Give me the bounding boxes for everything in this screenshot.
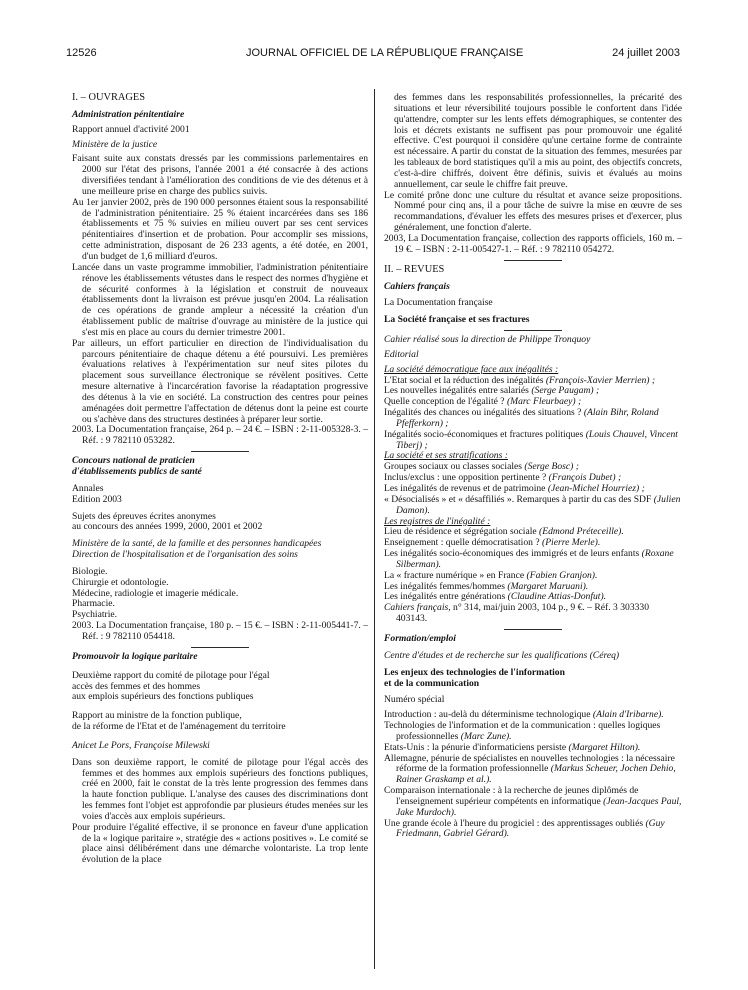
admin-paragraph: Par ailleurs, un effort particulier en direction de l'individualisation du parcours pénitentiaire de chaque détenu a été poursuivi. Les premières évaluations relatives à l'expérimentation sur neuf sites pilotes du placement sous surveillance électronique se révèlent positives. Cette mesure alternative à l'incarcération favorise la réadaptation progressive des détenus à la vie en société. La construction des centres pour peines aménagées doit permettre l'affectation de détenus dont la peine est courte ou s'achève dans des structures destinées à préparer leur sortie. bbox=[72, 337, 368, 425]
paritaire-subtitle: accès des femmes et des hommes bbox=[72, 680, 201, 692]
concours-item: Pharmacie. bbox=[72, 598, 115, 610]
paritaire-continuation: des femmes dans les responsabilités professionnelles, la précarité des situations et leur réversibilité toujours possible le confortent dans l'idée qu'attendre, compter sur les lents effets démographiques, se contenter des lois et décrets existants ne suffisent pas pour promouvoir une égalité effective. C'est pourquoi il considère qu'une certaine forme de contrainte est nécessaire. A partir du constat de la situation des femmes, mesurées par les tableaux de bord statistiques qu'il a mis au point, des objectifs concrets, c'est-à-dire chiffrés, doivent être définis, suivis et évalués au moins annuellement, car seule le chiffre fait preuve. bbox=[394, 92, 682, 190]
cahiers-entry bbox=[384, 408, 682, 430]
concours-title: d'établissements publics de santé bbox=[72, 466, 202, 477]
entry-author: (Louis Chauvel, Vincent Tiberj) ; bbox=[396, 428, 678, 451]
formation-entry bbox=[384, 786, 682, 819]
entry-title: Technologies de l'information et de la communication : quelles logiques professionnelles bbox=[384, 720, 661, 742]
cahiers-contents bbox=[384, 365, 682, 604]
paritaire-authors: Anicet Le Pors, Françoise Milewski bbox=[72, 739, 210, 751]
contents-subheading: Les registres de l'inégalité : bbox=[384, 515, 491, 527]
concours-item: Psychiatrie. bbox=[72, 609, 118, 621]
journal-title: JOURNAL OFFICIEL DE LA RÉPUBLIQUE FRANÇAISE bbox=[246, 47, 524, 59]
paritaire-subtitle: Deuxième rapport du comité de pilotage pour l'égal bbox=[72, 669, 270, 681]
entry-author: (Guy Friedmann, Gabriel Gérard). bbox=[396, 817, 665, 840]
entry-author: (Margaret Hilton). bbox=[568, 741, 641, 753]
entry-author: (Marc Zune). bbox=[460, 730, 512, 742]
issue-date: 24 juillet 2003 bbox=[612, 47, 680, 59]
entry-title: La « fracture numérique » en France bbox=[384, 569, 525, 581]
concours-item: Chirurgie et odontologie. bbox=[72, 576, 169, 588]
entry-title: Lieu de résidence et ségrégation sociale bbox=[384, 526, 537, 538]
cahiers-title: Cahiers français bbox=[384, 280, 450, 292]
entry-author: (Julien Damon). bbox=[396, 493, 681, 516]
cahiers-reference: Cahiers français, n° 314, mai/juin 2003, 104 p., 9 €. – Réf. 3 303330 403143. bbox=[384, 602, 650, 625]
formation-centre: Centre d'études et de recherche sur les qualifications (Céreq) bbox=[384, 649, 620, 661]
entry-title: Les inégalités socio-économiques des immigrés et de leurs enfants bbox=[384, 548, 640, 560]
concours-ministry: Ministère de la santé, de la famille et des personnes handicapées bbox=[72, 538, 322, 550]
cahiers-entry bbox=[384, 549, 682, 571]
column-divider bbox=[374, 89, 375, 969]
formation-entry bbox=[384, 721, 682, 743]
concours-subject: Sujets des épreuves écrites anonymes bbox=[72, 510, 216, 522]
paritaire-paragraph: Dans son deuxième rapport, le comité de pilotage pour l'égal accès des femmes et des hommes aux emplois supérieurs des fonctions publiques, créé en 2000, fait le constat de la très lente progression des femmes dans la haute fonction publique. L'analyse des causes des discriminations dont les femmes font l'objet est approfondie par plusieurs études menées sur les voies d'accès aux emplois supérieurs. bbox=[72, 756, 368, 822]
cahiers-editorial: Editorial bbox=[384, 348, 419, 360]
entry-title: Inclus/exclus : une opposition pertinente ? bbox=[384, 472, 547, 484]
section-heading-ouvrages: I. – OUVRAGES bbox=[72, 92, 146, 103]
entry-author: (François Dubet) ; bbox=[548, 472, 622, 484]
entry-title: Les inégalités de revenus et de patrimoine bbox=[384, 483, 546, 494]
entry-author: (Serge Paugam) ; bbox=[531, 385, 600, 397]
entry-author: (Marc Fleurbaey) ; bbox=[506, 396, 582, 408]
paritaire-subtitle: aux emplois supérieurs des fonctions publiques bbox=[72, 691, 254, 703]
admin-paragraph: Faisant suite aux constats dressés par les commissions parlementaires en 2000 sur l'état des prisons, l'année 2001 a été consacrée à des actions diversifiées tendant à l'amélioration des conditions de vie des détenus et à une meilleure prise en charge des publics suivis. bbox=[72, 153, 368, 197]
entry-author: (François-Xavier Merrien) ; bbox=[545, 374, 656, 386]
entry-author: (Claudine Attias-Donfut). bbox=[507, 591, 607, 603]
page-number: 12526 bbox=[66, 47, 97, 59]
entry-author: (Alain d'Iribarne). bbox=[592, 709, 664, 721]
formation-contents bbox=[384, 710, 682, 840]
entry-title: Inégalités socio-économiques et fractures politiques bbox=[384, 428, 584, 440]
concours-reference: 2003. La Documentation française, 180 p. – 15 €. – ISBN : 2-11-005441-7. – Réf. : 9 782110 054418. bbox=[72, 620, 368, 642]
separator-rule bbox=[504, 330, 562, 331]
paritaire-rapport: Rapport au ministre de la fonction publique, bbox=[72, 710, 242, 722]
formation-theme: et de la communication bbox=[384, 677, 480, 689]
left-column bbox=[72, 93, 368, 866]
concours-edition: Edition 2003 bbox=[72, 493, 122, 505]
right-column bbox=[384, 93, 682, 840]
separator-rule bbox=[191, 451, 249, 452]
admin-subtitle: Rapport annuel d'activité 2001 bbox=[72, 123, 190, 135]
concours-title: Concours national de praticien bbox=[72, 455, 195, 467]
paritaire-title: Promouvoir la logique paritaire bbox=[72, 650, 198, 662]
entry-author: (Fabien Granjon). bbox=[526, 569, 598, 581]
separator-rule bbox=[504, 260, 562, 261]
entry-title: Les inégalités entre générations bbox=[384, 591, 506, 603]
admin-paragraph: Lancée dans un vaste programme immobilier, l'administration pénitentiaire rénove les établissements vétustes dans le respect des normes d'hygiène et de sécurité conformes à la législation et construit de nouveaux établissements dont la livraison est prévue jusqu'en 2004. La réalisation de ces opérations de grande ampleur a nécessité la création d'un établissement public de maîtrise d'ouvrage au ministère de la justice qui s'est mis en place au cours du dernier trimestre 2001. bbox=[72, 261, 368, 338]
entry-title: Etats-Unis : la pénurie d'informaticiens persiste bbox=[384, 741, 567, 753]
cahiers-publisher: La Documentation française bbox=[384, 297, 493, 309]
entry-author: (Alain Bihr, Roland Pfefferkorn) ; bbox=[396, 407, 659, 429]
paritaire-rapport: de la réforme de l'Etat et de l'aménagement du territoire bbox=[72, 721, 286, 733]
concours-item: Médecine, radiologie et imagerie médicale. bbox=[72, 587, 239, 599]
contents-subheading: La société et ses stratifications : bbox=[384, 450, 508, 462]
page-header bbox=[0, 0, 748, 68]
entry-author: (Pierre Merle). bbox=[542, 537, 601, 549]
admin-title: Administration pénitentiaire bbox=[72, 108, 185, 120]
paritaire-paragraph: Pour produire l'égalité effective, il se prononce en faveur d'une application de la « logique paritaire », stratégie des « actions positives ». Le comité se place ainsi délibérément dans une démarche volontariste. La trop lente évolution de la place bbox=[72, 821, 368, 866]
section-heading-revues: II. – REVUES bbox=[384, 263, 445, 275]
entry-author: (Margaret Maruani). bbox=[507, 580, 589, 592]
admin-reference: 2003. La Documentation française, 264 p. – 24 €. – ISBN : 2-11-005328-3. – Réf. : 9 782110 053282. bbox=[72, 424, 368, 447]
entry-author: (Roxane Silberman). bbox=[396, 548, 674, 570]
paritaire-continuation: Le comité prône donc une culture du résultat et avance seize propositions. Nommé pour cinq ans, il a pour tâche de suivre la mise en œuvre de ses recommandations, d'évaluer les effets des mesures prises et d'exercer, plus généralement, une fonction d'alerte. bbox=[384, 189, 682, 234]
entry-title: L'Etat social et la réduction des inégalités bbox=[384, 374, 544, 386]
entry-title: Une grande école à l'heure du progiciel : des apprentissages oubliés bbox=[384, 817, 644, 829]
entry-title: Les inégalités femmes/hommes bbox=[384, 580, 505, 592]
cahiers-entry bbox=[384, 430, 682, 452]
entry-title: Quelle conception de l'égalité ? bbox=[384, 396, 505, 408]
formation-entry bbox=[384, 754, 682, 787]
entry-title: Inégalités des chances ou inégalités des situations ? bbox=[384, 407, 582, 419]
paritaire-reference: 2003, La Documentation française, collection des rapports officiels, 160 m. – 19 €. – ISBN : 2-11-005427-1. – Réf. : 9 782110 054272. bbox=[384, 232, 682, 255]
cahiers-entry bbox=[384, 495, 682, 517]
entry-author: (Markus Scheuer, Jochen Dehio, Rainer Graskamp et al.). bbox=[396, 763, 676, 786]
entry-title: Groupes sociaux ou classes sociales bbox=[384, 461, 523, 473]
entry-title: « Désocialisés » et « désaffiliés ». Remarques à partir du cas des SDF bbox=[384, 493, 652, 505]
entry-author: (Jean-Michel Hourriez) ; bbox=[547, 483, 645, 494]
entry-author: (Edmond Préteceille). bbox=[539, 526, 624, 538]
admin-ministry: Ministère de la justice bbox=[72, 138, 158, 150]
entry-title: Allemagne, pénurie de spécialistes en nouvelles technologies : la nécessaire réforme de la formation professionnelle bbox=[384, 752, 675, 775]
entry-title: Enseignement : quelle démocratisation ? bbox=[384, 537, 540, 549]
cahiers-direction: Cahier réalisé sous la direction de Philippe Tronquoy bbox=[384, 334, 591, 346]
formation-special: Numéro spécial bbox=[384, 694, 445, 706]
entry-title: Comparaison internationale : à la recherche de jeunes diplômés de l'enseignement supérieur compétents en informatique bbox=[384, 785, 639, 807]
admin-paragraph: Au 1er janvier 2002, près de 190 000 personnes étaient sous la responsabilité de l'administration pénitentiaire. 25 % étaient incarcérées dans ses 186 établissements et 75 % suivies en milieu ouvert par ses cent services pénitentiaires d'insertion et de probation. Pour accomplir ses missions, cette administration, disposant de 26 233 agents, a été dotée, en 2001, d'un budget de 1,6 milliard d'euros. bbox=[72, 196, 369, 262]
concours-ministry: Direction de l'hospitalisation et de l'organisation des soins bbox=[72, 549, 298, 561]
entry-title: Les nouvelles inégalités entre salariés bbox=[384, 385, 529, 397]
separator-rule bbox=[191, 647, 249, 648]
concours-item: Biologie. bbox=[72, 565, 108, 577]
entry-author: (Serge Bosc) ; bbox=[524, 461, 579, 473]
formation-entry bbox=[384, 819, 682, 841]
entry-title: Introduction : au-delà du déterminisme technologique bbox=[384, 709, 591, 721]
entry-author: (Jean-Jacques Paul, Jake Murdoch). bbox=[396, 795, 682, 818]
formation-title: Formation/emploi bbox=[384, 632, 456, 644]
concours-subject: au concours des années 1999, 2000, 2001 et 2002 bbox=[72, 521, 263, 533]
formation-theme: Les enjeux des technologies de l'information bbox=[384, 666, 565, 678]
cahiers-theme: La Société française et ses fractures bbox=[384, 314, 530, 326]
concours-annales: Annales bbox=[72, 482, 104, 494]
separator-rule bbox=[504, 629, 562, 630]
contents-subheading: La société démocratique face aux inégalités : bbox=[384, 363, 559, 375]
